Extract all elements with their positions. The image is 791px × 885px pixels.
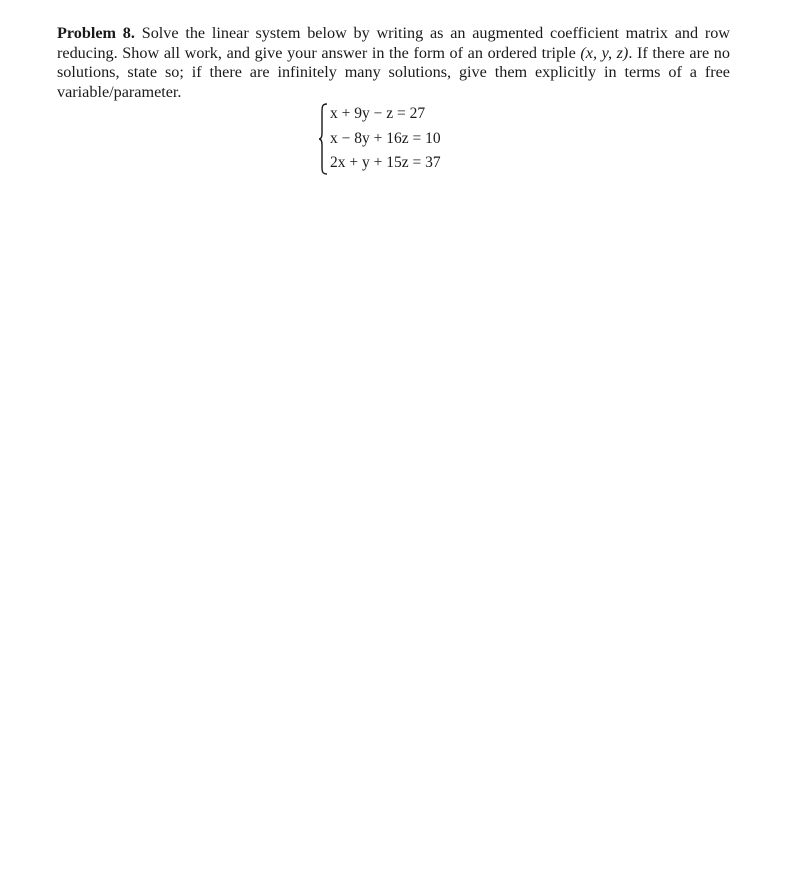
ordered-triple: (x, y, z)	[580, 43, 629, 62]
problem-text-part-1: Solve the linear system below by writing as an augmented coefficient matrix and row reducing. Show all work, and give your answer in the form of an ordered triple	[57, 24, 731, 62]
problem-statement	[57, 24, 730, 102]
equation-3: 2x + y + 15z = 37	[330, 154, 441, 171]
left-brace-icon	[318, 103, 328, 175]
equation-list	[330, 103, 441, 175]
equation-1: x + 9y − z = 27	[330, 105, 426, 122]
linear-system	[318, 103, 441, 175]
problem-text-part-2: . If there are no solutions, state so; if there are infinitely many solutions, give them explicitly in terms of a free variable/parameter.	[57, 43, 730, 101]
equation-2: x − 8y + 16z = 10	[330, 129, 441, 147]
problem-heading: Problem 8.	[57, 24, 135, 42]
